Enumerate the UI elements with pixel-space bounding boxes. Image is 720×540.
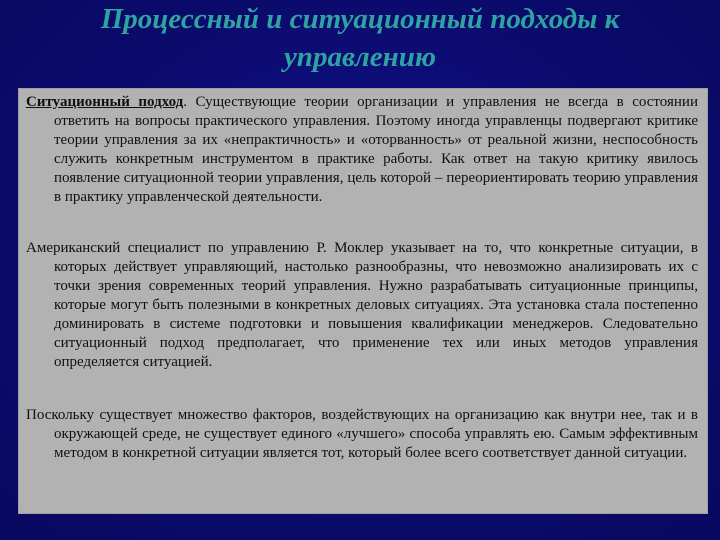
paragraph-factors: Поскольку существует множество факторов, воздействующих на организацию как внутри нее, так и в окружающей среде, не существует единого «лучшего» способа управлять ею. Самым эффективным методом в конкретной ситуации является тот, который более всего соответствует данной ситуации. bbox=[26, 407, 698, 461]
slide-title: Процессный и ситуационный подходы к управлению bbox=[100, 3, 620, 73]
paragraph-mockler: Американский специалист по управлению Р. Моклер указывает на то, что конкретные ситуации, в которых действует управляющий, настолько разнообразны, что невозможно анализировать их с точки зрения современных теорий управления. Нужно разрабатывать ситуационные принципы, которые могут быть полезными в конкретных деловых ситуациях. Эта установка стала постепенно доминировать в системе подготовки и повышения квалификации менеджеров. Следовательно ситуационный подход предполагает, что применение тех или иных методов управления определяется ситуацией. bbox=[26, 240, 698, 370]
content-panel bbox=[18, 88, 708, 514]
paragraph-situational-approach bbox=[26, 93, 698, 207]
term-situational-approach: Ситуационный подход bbox=[26, 94, 184, 110]
paragraph-1-text: . Существующие теории организации и управления не всегда в состоянии ответить на вопросы практического управления. Поэтому иногда управленцы подвергают критике теории управления за их «непрактичность» и «оторванность» от реальной жизни, неспособность служить конкретным инструментом в практике работы. Как ответ на такую критику явилось появление ситуационной теории управления, цель которой – переориентировать теорию управления в практику управленческой деятельности. bbox=[54, 94, 698, 205]
